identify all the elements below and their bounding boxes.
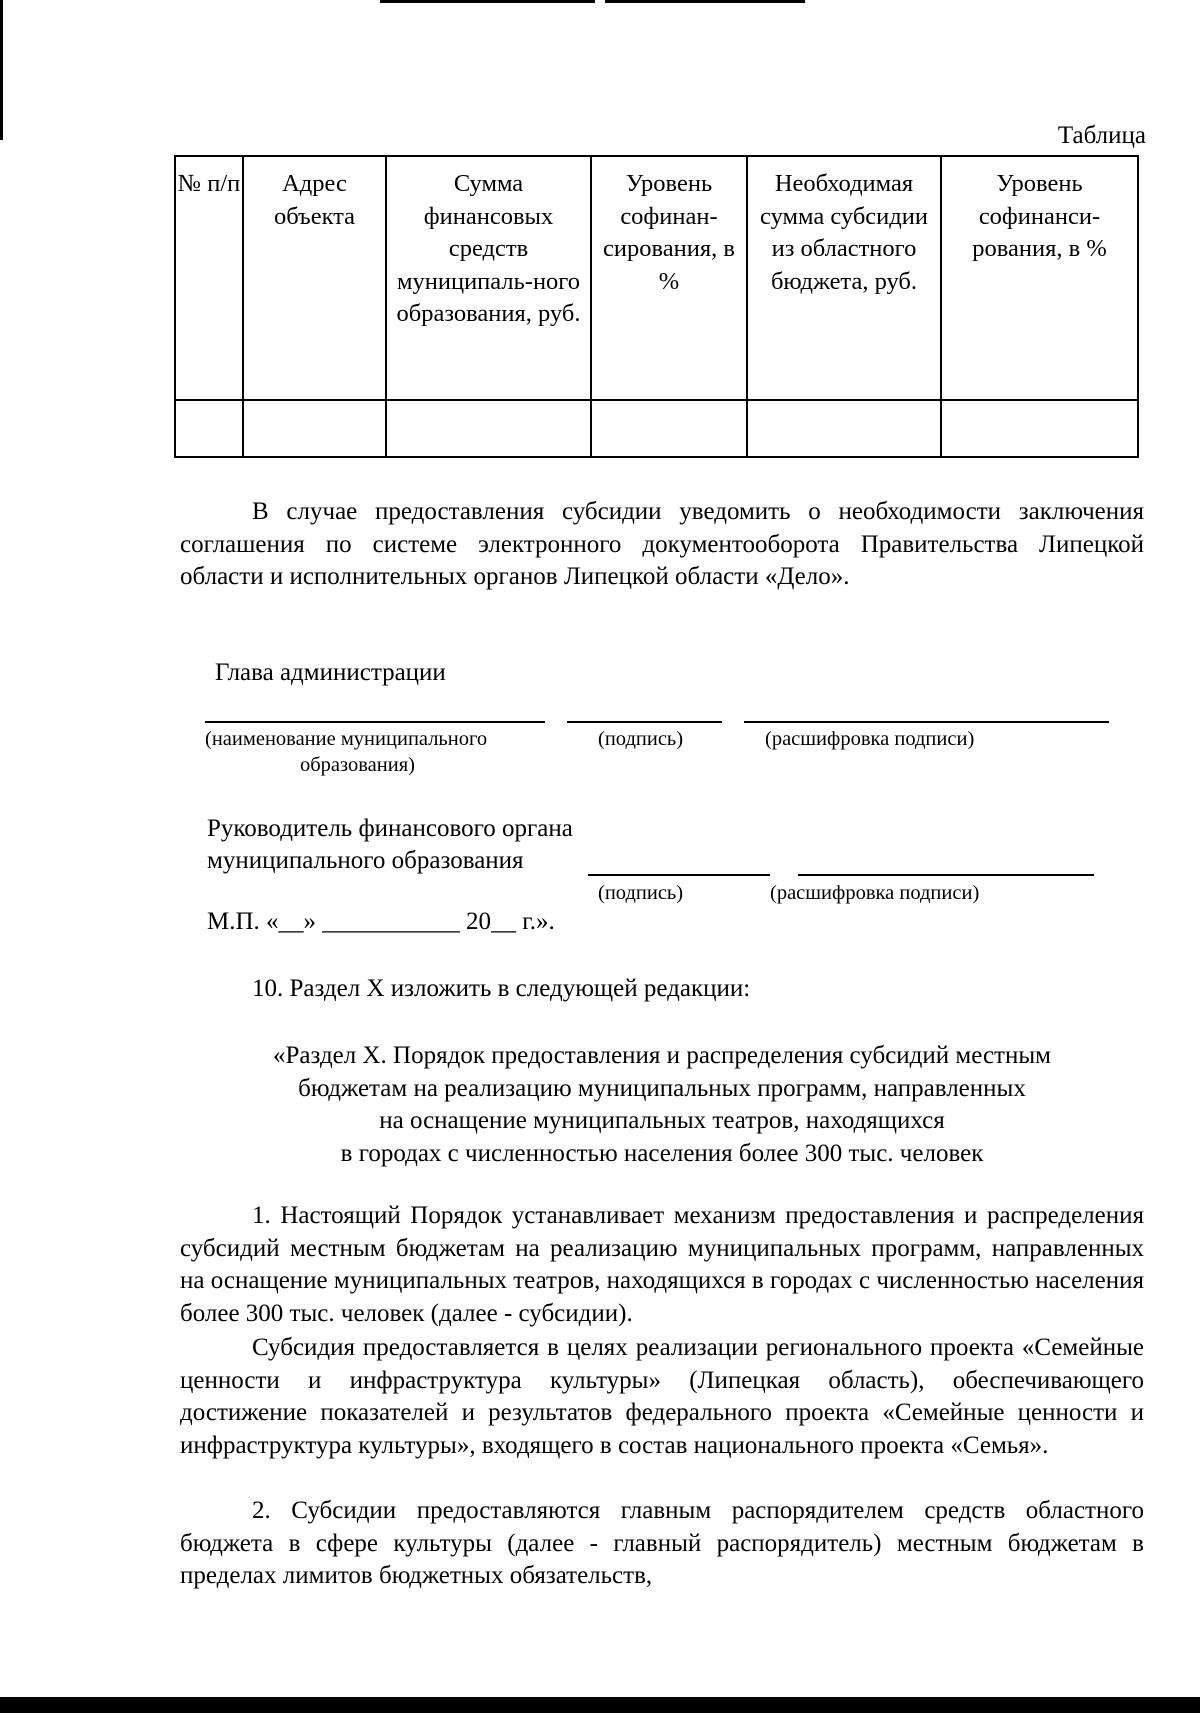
item-10: 10. Раздел X изложить в следующей редакции:: [252, 975, 751, 1002]
section-title-line: в городах с численностью населения более 300 тыс. человек: [340, 1139, 984, 1167]
header-required-subsidy: Необходимая сумма субсидии из областного бюджета, руб.: [747, 156, 941, 400]
header-cofinancing-level: Уровень софинан-сирования, в %: [591, 156, 747, 400]
caption-signature-2: (подпись): [598, 882, 684, 904]
section-title-line: «Раздел X. Порядок предоставления и распределения субсидий местным: [273, 1042, 1051, 1069]
caption-decoding-2: (расшифровка подписи): [770, 882, 980, 904]
table-header-row: [175, 156, 1138, 400]
section-title: [180, 1040, 1144, 1170]
table-cell: [386, 400, 591, 457]
scan-edge-bottom: [0, 1697, 1200, 1713]
caption-municipality: (наименование муниципального: [205, 728, 488, 750]
caption-decoding: (расшифровка подписи): [765, 728, 975, 750]
stamp-date-line: М.П. «__» ___________ 20__ г.».: [207, 908, 555, 935]
header-municipal-funds: Сумма финансовых средств муниципаль-ного образования, руб.: [386, 156, 591, 400]
header-address: Адрес объекта: [243, 156, 386, 400]
paragraph-2: 2. Субсидии предоставляются главным распорядителем средств областного бюджета в сфере культуры (далее - главный распорядитель) местным бюджетам в пределах лимитов бюджетных обязательств,: [180, 1497, 1144, 1589]
head-of-administration-title: Глава администрации: [215, 659, 446, 686]
finance-head-title-line1: Руководитель финансового органа: [207, 815, 573, 842]
signature-line-municipality: [205, 721, 545, 723]
section-title-line: бюджетам на реализацию муниципальных программ, направленных: [298, 1074, 1026, 1102]
table-cell: [243, 400, 386, 457]
notice-paragraph: В случае предоставления субсидии уведомить о необходимости заключения соглашения по системе электронного документооборота Правительства Липецкой области и исполнительных органов Липецкой области «Дело».: [180, 498, 1144, 590]
signature-line-signature: [567, 721, 722, 723]
table-cell: [941, 400, 1138, 457]
table-cell: [591, 400, 747, 457]
header-cofinancing-level-2: Уровень софинанси-рования, в %: [941, 156, 1138, 400]
table-cell: [747, 400, 941, 457]
section-title-line: на оснащение муниципальных театров, находящихся: [379, 1107, 945, 1134]
paragraph-1b: Субсидия предоставляется в целях реализации регионального проекта «Семейные ценности и инфраструктура культуры» (Липецкая область), обеспечивающего достижение показателей и результатов федерального проекта «Семейные ценности и инфраструктура культуры», входящего в состав национального проекта «Семья».: [180, 1334, 1144, 1459]
table-cell: [175, 400, 243, 457]
scan-edge-left: [0, 0, 3, 140]
signature-line-decoding-2: [798, 874, 1094, 876]
caption-signature: (подпись): [598, 728, 684, 750]
subsidy-table: [174, 155, 1139, 458]
signature-line-signature-2: [588, 874, 770, 876]
paragraph-1: 1. Настоящий Порядок устанавливает механизм предоставления и распределения субсидий местным бюджетам на реализацию муниципальных программ, направленных на оснащение муниципальных театров, находящихся в городах с численностью населения более 300 тыс. человек (далее - субсидии).: [180, 1202, 1144, 1327]
finance-head-title-line2: муниципального образования: [207, 847, 524, 874]
scan-edge-mark: [380, 0, 595, 3]
header-number: № п/п: [175, 156, 243, 400]
signature-line-decoding: [744, 721, 1109, 723]
scan-edge-mark: [605, 0, 805, 3]
table-row: [175, 400, 1138, 457]
caption-municipality-2: образования): [300, 754, 415, 776]
table-caption: Таблица: [1057, 122, 1146, 149]
